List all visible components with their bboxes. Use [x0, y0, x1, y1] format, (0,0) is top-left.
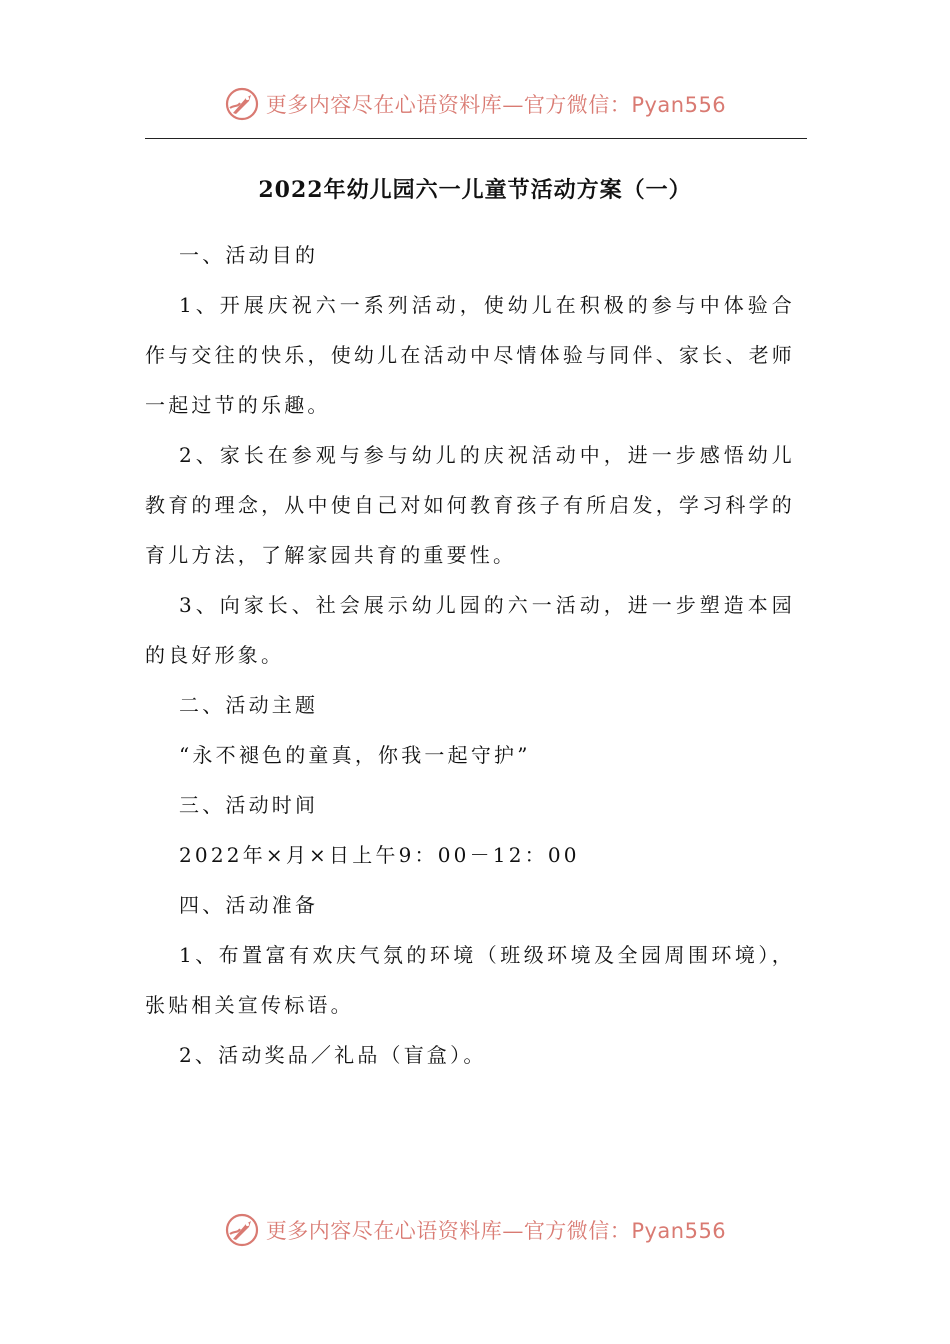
header-banner-content [224, 86, 726, 122]
footer-banner-content [224, 1212, 726, 1248]
section-heading-theme: 二、活动主题 [179, 693, 319, 717]
header-wechat-id: Pyan556 [631, 93, 727, 117]
pen-nib-logo-icon [224, 86, 260, 122]
header-promo-main: 更多内容尽在心语资料库 [265, 93, 503, 117]
paragraph: “永不褪色的童真，你我一起守护” [179, 743, 531, 767]
paragraph: 2、活动奖品／礼品（盲盒）。 [179, 1043, 487, 1067]
header-separator: — [502, 93, 524, 117]
pen-nib-logo-icon [224, 1212, 260, 1248]
footer-wechat-label: 官方微信： [523, 1219, 632, 1243]
footer-wechat-id: Pyan556 [631, 1219, 727, 1243]
paragraph: 1、开展庆祝六一系列活动，使幼儿在积极的参与中体验合作与交往的快乐，使幼儿在活动中尽情体验与同伴、家长、老师一起过节的乐趣。 [145, 293, 795, 417]
header-wechat-label: 官方微信： [523, 93, 632, 117]
header-divider [145, 138, 807, 139]
section-heading-preparation: 四、活动准备 [179, 893, 319, 917]
footer-separator: — [502, 1219, 524, 1243]
paragraph: 3、向家长、社会展示幼儿园的六一活动，进一步塑造本园的良好形象。 [145, 593, 795, 667]
paragraph: 1、布置富有欢庆气氛的环境（班级环境及全园周围环境），张贴相关宣传标语。 [145, 943, 795, 1017]
footer-banner [0, 1208, 950, 1252]
section-heading-time: 三、活动时间 [179, 793, 319, 817]
paragraph: 2022年×月×日上午9：00－12：00 [179, 843, 580, 867]
header-promo-text [266, 89, 726, 119]
footer-promo-main: 更多内容尽在心语资料库 [265, 1219, 503, 1243]
footer-promo-text [266, 1215, 726, 1245]
document-body [145, 230, 795, 1080]
header-banner [0, 82, 950, 126]
paragraph: 2、家长在参观与参与幼儿的庆祝活动中，进一步感悟幼儿教育的理念，从中使自己对如何教育孩子有所启发，学习科学的育儿方法，了解家园共育的重要性。 [145, 443, 795, 567]
section-heading-purpose: 一、活动目的 [179, 243, 319, 267]
document-title: 2022年幼儿园六一儿童节活动方案（一） [258, 177, 692, 203]
